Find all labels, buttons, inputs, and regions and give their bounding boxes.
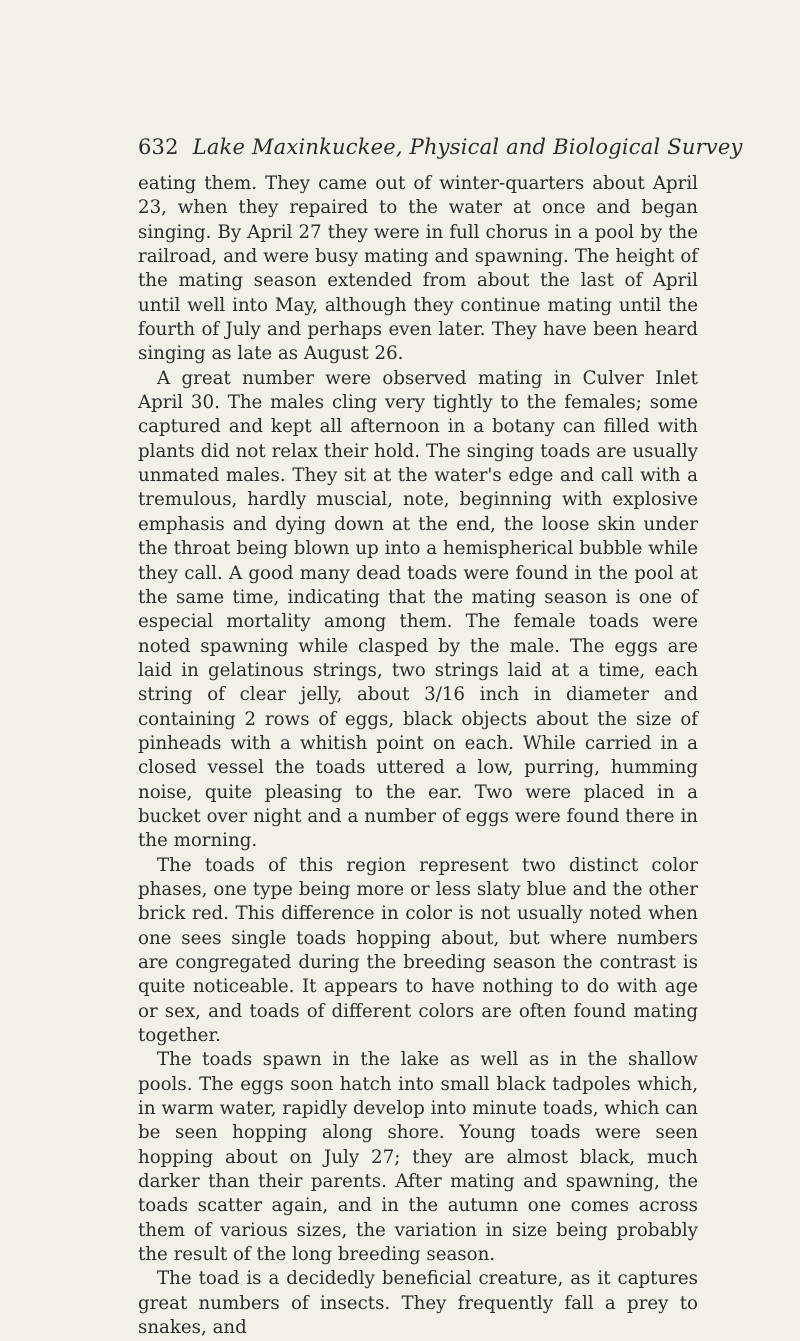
page-number: 632 [138, 135, 179, 159]
paragraph: The toad is a decidedly beneficial creature, as it captures great numbers of insects. They frequently fall a prey to snakes, and [138, 1268, 698, 1339]
body-text [138, 172, 698, 1341]
paragraph-continuation: eating them. They came out of winter-quarters about April 23, when they repaired to the water at once and began singing. By April 27 they were in full chorus in a pool by the railroad, and were busy mating and spawning. The height of the mating season extended from about the last of April until well into May, although they continue mating until the fourth of July and perhaps even later. They have been heard singing as late as August 26. [138, 173, 698, 365]
running-head [138, 134, 743, 160]
paragraph: The toads spawn in the lake as well as in the shallow pools. The eggs soon hatch into small black tadpoles which, in warm water, rapidly develop into minute toads, which can be seen hopping along shore. Young toads were seen hopping about on July 27; they are almost black, much darker than their parents. After mating and spawning, the toads scatter again, and in the autumn one comes across them of various sizes, the variation in size being probably the result of the long breeding season. [138, 1049, 698, 1266]
paragraph: A great number were observed mating in Culver Inlet April 30. The males cling very tightly to the females; some captured and kept all afternoon in a botany can filled with plants did not relax their hold. The singing toads are usually unmated males. They sit at the water's edge and call with a tremulous, hardly muscial, note, beginning with explosive emphasis and dying down at the end, the loose skin under the throat being blown up into a hemispherical bubble while they call. A good many dead toads were found in the pool at the same time, indicating that the mating season is one of especial mortality among them. The female toads were noted spawning while clasped by the male. The eggs are laid in gelatinous strings, two strings laid at a time, each string of clear jelly, about 3/16 inch in diameter and containing 2 rows of eggs, black objects about the size of pinheads with a whitish point on each. While carried in a closed vessel the toads uttered a low, purring, humming noise, quite pleasing to the ear. Two were placed in a bucket over night and a number of eggs were found there in the morning. [138, 367, 698, 852]
running-title: Lake Maxinkuckee, Physical and Biological Survey [192, 135, 743, 159]
paragraph: The toads of this region represent two distinct color phases, one type being more or less slaty blue and the other brick red. This difference in color is not usually noted when one sees single toads hopping about, but where numbers are congregated during the breeding season the contrast is quite noticeable. It appears to have nothing to do with age or sex, and toads of different colors are often found mating together. [138, 854, 698, 1047]
